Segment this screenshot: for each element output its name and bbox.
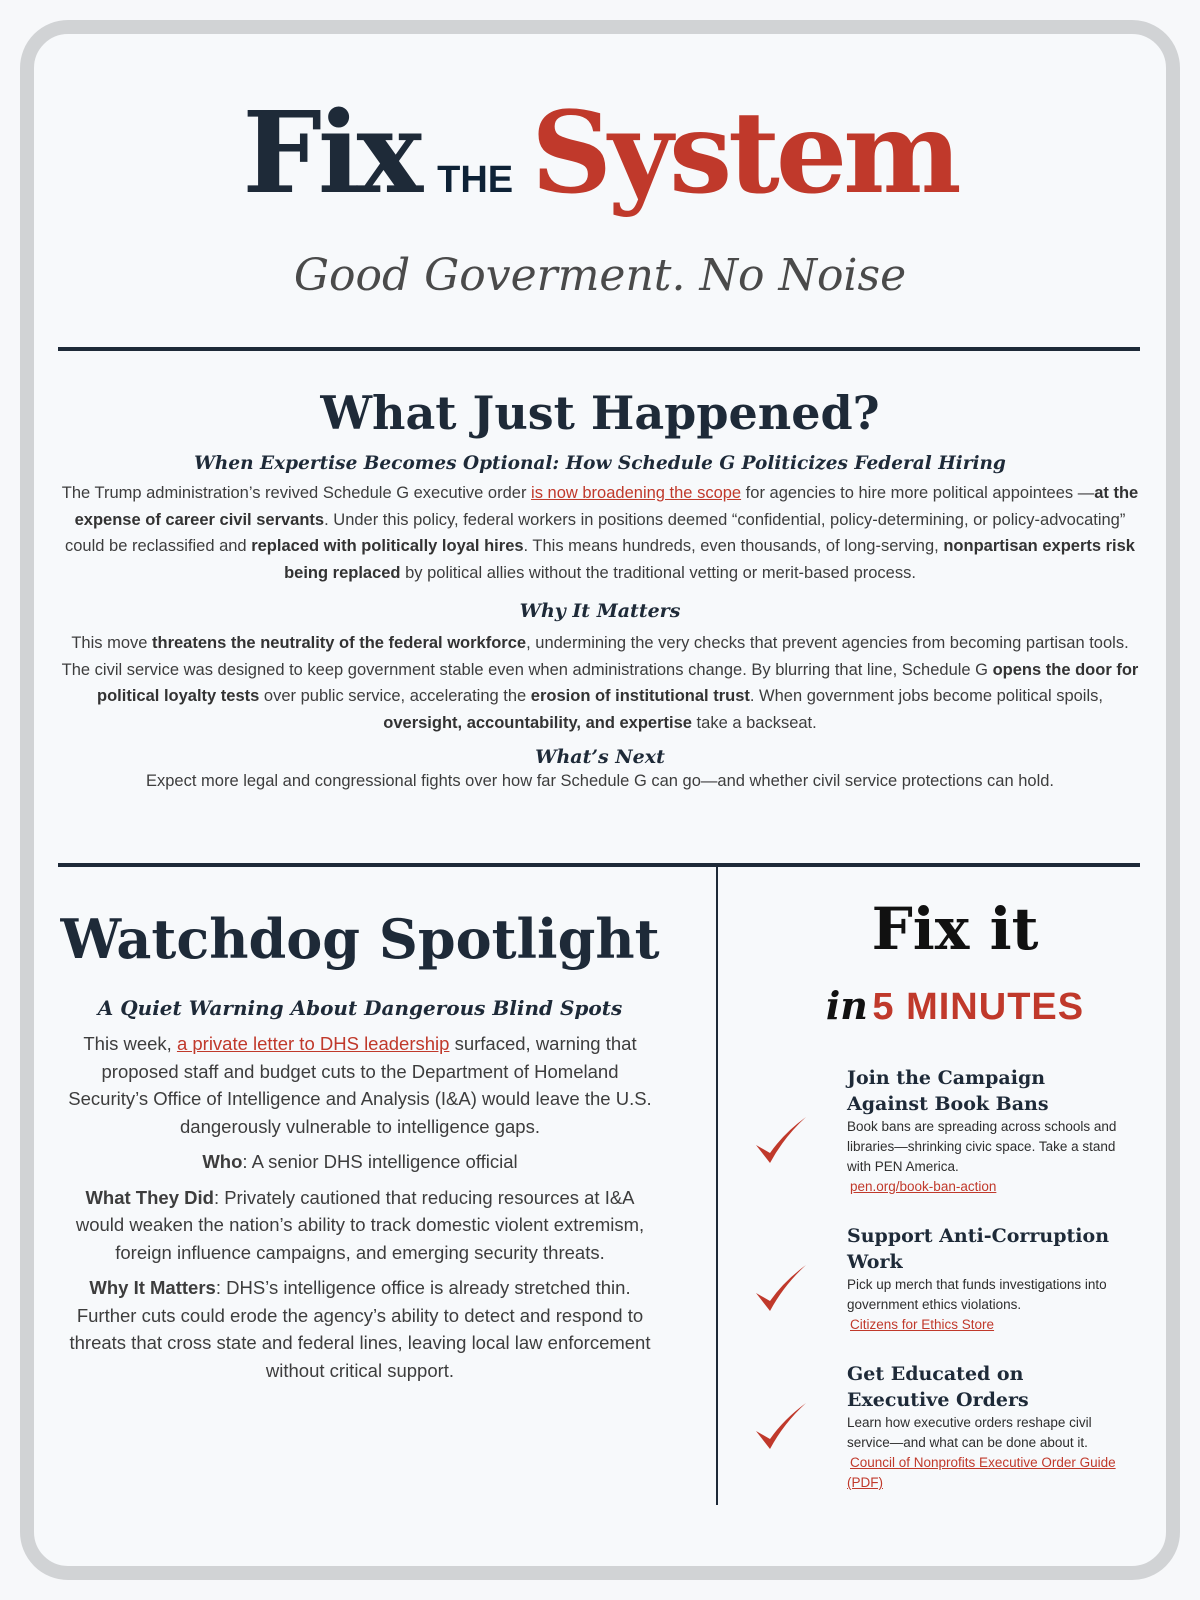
column-divider	[716, 867, 718, 1505]
title-system: System	[531, 88, 958, 219]
fix-it-section	[730, 895, 1170, 1515]
item-text: Learn how executive orders reshape civil service—and what can be done about it.	[847, 1415, 1092, 1450]
item-text: Pick up merch that funds investigations into government ethics violations.	[847, 1277, 1107, 1312]
watchdog-heading: Watchdog Spotlight	[60, 907, 660, 971]
why-it-matters: Why It Matters: DHS’s intelligence office is already stretched thin. Further cuts could erode the agency’s ability to detect and respond to threats that cross state and federal lines, leaving local law enforcement without critical support.	[69, 1277, 651, 1381]
what-they-did: What They Did: Privately cautioned that reducing resources at I&A would weaken the nation’s ability to track domestic violent extremism, foreign influence campaigns, and emerging security threats.	[75, 1186, 645, 1263]
title-the: THE	[437, 159, 514, 201]
item-text: Book bans are spreading across schools and libraries—shrinking civic space. Take a stand with PEN America.	[847, 1119, 1117, 1174]
who-line: Who: A senior DHS intelligence official	[202, 1151, 518, 1172]
tagline: Good Goverment. No Noise	[293, 250, 907, 301]
section-subheading: When Expertise Becomes Optional: How Schedule G Politicizes Federal Hiring	[194, 453, 1006, 474]
masthead-title	[0, 88, 1200, 219]
item-title: Support Anti-Corruption Work	[847, 1225, 1110, 1273]
dhs-letter-link[interactable]: a private letter to DHS leadership	[176, 1033, 450, 1054]
item-title: Join the Campaign Against Book Bans	[847, 1067, 1049, 1115]
why-heading: Why It Matters	[519, 600, 681, 622]
five-minutes: in 5 MINUTES	[825, 983, 1085, 1028]
next-heading: What’s Next	[535, 746, 665, 768]
item-link[interactable]: pen.org/book-ban-action	[850, 1179, 997, 1194]
section-heading: What Just Happened?	[320, 386, 880, 440]
watchdog-subheading: A Quiet Warning About Dangerous Blind Spots	[97, 996, 623, 1020]
item-link[interactable]: Citizens for Ethics Store	[850, 1317, 995, 1332]
paragraph: This week, a private letter to DHS leadership surfaced, warning that proposed staff and budget cuts to the Department of Homeland Security’s Office of Intelligence and Analysis (I&A) would leave the U.S. dangerously vulnerable to intelligence gaps.	[68, 1033, 652, 1137]
divider	[58, 863, 1140, 867]
paragraph: This move threatens the neutrality of the federal workforce, undermining the very checks that prevent agencies from becoming partisan tools. The civil service was designed to keep government stable even when administrations change. By blurring that line, Schedule G opens the door for political loyalty tests over public service, accelerating the erosion of institutional trust. When government jobs become political spoils, oversight, accountability, and expertise take a backseat.	[61, 634, 1139, 732]
what-happened-section	[60, 382, 1140, 795]
checkmark-icon	[754, 1401, 810, 1453]
title-fix: Fix	[242, 88, 420, 219]
paragraph: Expect more legal and congressional fights over how far Schedule G can go—and whether civil service protections can hold.	[146, 772, 1054, 790]
divider	[58, 347, 1140, 351]
watchdog-section	[60, 904, 660, 1392]
checkmark-icon	[754, 1115, 810, 1167]
checkmark-icon	[754, 1263, 810, 1315]
item-link[interactable]: Council of Nonprofits Executive Order Guide (PDF)	[847, 1455, 1116, 1490]
fix-it-heading: Fix it	[871, 895, 1039, 963]
item-title: Get Educated on Executive Orders	[847, 1363, 1029, 1411]
paragraph: The Trump administration’s revived Schedule G executive order is now broadening the scope for agencies to hire more political appointees —at the expense of career civil servants. Under this policy, federal workers in positions deemed “confidential, policy-determining, or policy-advocating” could be reclassified and replaced with politically loyal hires. This means hundreds, even thousands, of long-serving, nonpartisan experts risk being replaced by political allies without the traditional vetting or merit-based process.	[61, 484, 1139, 582]
scope-link[interactable]: is now broadening the scope	[531, 484, 742, 502]
